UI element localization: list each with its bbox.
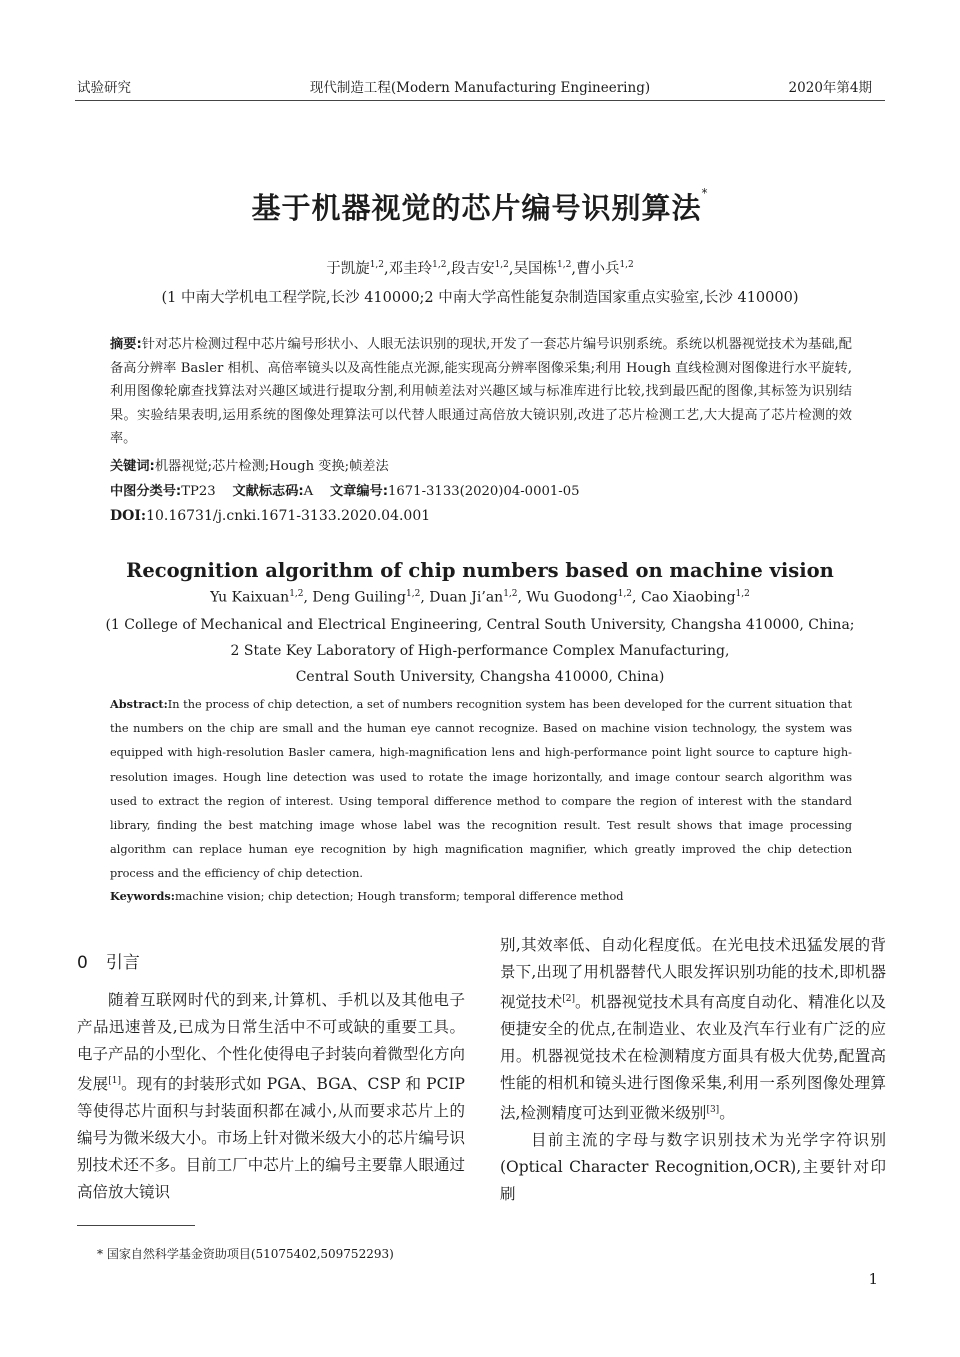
affiliation-en-line: Central South University, Changsha 410000, China)	[295, 669, 665, 685]
paper-title-zh	[0, 186, 960, 227]
author-affil-sup: 1,2	[494, 260, 509, 271]
author-en: Cao Xiaobing	[640, 589, 736, 606]
body-text: 随着互联网时代的到来,计算机、手机以及其他电子产品迅速普及,已成为日常生活中不可或缺的重要工具。电子产品的小型化、个性化使得电子封装向着微型化方向发展	[77, 991, 465, 1094]
author-en: Duan Ji’an	[429, 589, 504, 606]
section-title: 引言	[105, 953, 140, 973]
citation-ref[interactable]: [2]	[562, 994, 575, 1004]
author-zh: 段吉安	[451, 261, 495, 277]
classification-row	[110, 480, 852, 504]
author-affil-sup: 1,2	[503, 589, 518, 599]
running-header-section: 试验研究	[77, 80, 131, 96]
author-zh: 曹小兵	[575, 261, 620, 277]
author-en: Wu Guodong	[526, 589, 618, 606]
doc-code-value: A	[303, 484, 314, 499]
abstract-en-text: In the process of chip detection, a set of numbers recognition system has been developed for the current situation that the numbers on the chip are small and the human eye cannot recognize. Based on machine vision technology, the system was equipped with high-resolution Basler camera, high-magnification lens and high-performance point light source to capture high-resolution images. Hough line detection was used to rotate the image horizontally, and image contour search algorithm was used to extract the region of interest. Using temporal difference method to compare the region of interest with the standard library, finding the best matching image whose label was the recognition result. Test result shows that image processing algorithm can replace human eye recognition by high magnification magnifier, which greatly improved the chip detection process and the efficiency of chip detection.	[110, 698, 852, 881]
body-text: 。现有的封装形式如 PGA、BGA、CSP 和 PCIP 等使得芯片面积与封装面积都在减小,从而要求芯片上的编号为微米级大小。市场上针对微米级大小的芯片编号识别技术还不多。目前工厂中芯片上的编号主要靠人眼通过高倍放大镜识	[77, 1075, 465, 1202]
title-footnote-mark: *	[701, 186, 709, 200]
body-text: 。机器视觉技术具有高度自动化、精准化以及便捷安全的优点,在制造业、农业及汽车行业有广泛的应用。机器视觉技术在检测精度方面具有极大优势,配置高性能的相机和镜头进行图像采集,利用一系列图像处理算法,检测精度可达到亚微米级别	[500, 993, 886, 1123]
body-column-left	[77, 987, 465, 1206]
article-no-value: 1671-3133(2020)04-0001-05	[388, 484, 580, 499]
abstract-zh	[110, 333, 852, 451]
abstract-en-label: Abstract:	[110, 697, 168, 711]
running-header-journal: 现代制造工程(Modern Manufacturing Engineering)	[309, 80, 651, 96]
section-heading	[77, 948, 140, 973]
author-zh: 吴国栋	[513, 261, 558, 277]
running-header-issue: 2020年第4期	[788, 80, 872, 96]
footnote-rule	[77, 1225, 195, 1226]
doi-row	[110, 505, 852, 529]
paper-title-zh-text: 基于机器视觉的芯片编号识别算法	[251, 191, 702, 225]
body-paragraph	[500, 1127, 886, 1208]
keywords-zh-text: 机器视觉;芯片检测;Hough 变换;帧差法	[154, 459, 389, 474]
keywords-en-label: Keywords:	[110, 889, 175, 903]
keywords-en-text: machine vision; chip detection; Hough transform; temporal difference method	[174, 890, 624, 903]
keywords-en	[110, 884, 852, 909]
author-affil-sup: 1,2	[405, 589, 421, 599]
author-affil-sup: 1,2	[557, 260, 572, 271]
body-text: 目前主流的字母与数字识别技术为光学字符识别(Optical Character Recognition,OCR),主要针对印刷	[500, 1131, 886, 1204]
affiliation-en-line: 2 State Key Laboratory of High-performance Complex Manufacturing,	[230, 643, 730, 659]
author-zh: 邓圭玲	[388, 261, 433, 277]
abstract-zh-label: 摘要:	[110, 337, 142, 352]
author-affil-sup: 1,2	[619, 260, 634, 271]
author-zh: 于凯旋	[326, 261, 370, 277]
authors-en: Yu Kaixuan$^{1,2}$, Deng Guiling$^{1,2}$, Duan Ji’an$^{1,2}$, Wu Guodong$^{1,2}$, Cao Xiaobing$^{1,2}$	[210, 589, 750, 606]
authors-zh: 于凯旋$^{1,2}$,邓圭玲$^{1,2}$,段吉安$^{1,2}$,吴国栋$^{1,2}$,曹小兵$^{1,2}$	[326, 260, 634, 277]
clc-label: 中图分类号:	[110, 484, 182, 499]
abstract-en	[110, 692, 852, 887]
body-text: 。	[719, 1104, 735, 1123]
header-rule	[75, 100, 885, 101]
doi-label: DOI:	[110, 508, 147, 524]
citation-ref[interactable]: [1]	[108, 1076, 121, 1086]
keywords-zh-label: 关键词:	[110, 459, 155, 474]
body-paragraph	[500, 932, 886, 1127]
author-affil-sup: 1,2	[369, 260, 385, 271]
author-en: Deng Guiling	[312, 589, 406, 606]
author-affil-sup: 1,2	[617, 589, 633, 599]
section-number: 0	[77, 953, 88, 973]
page-number: 1	[868, 1270, 878, 1288]
article-no-label: 文章编号:	[329, 484, 389, 499]
funding-footnote: * 国家自然科学基金资助项目(51075402,509752293)	[97, 1247, 394, 1261]
author-en: Yu Kaixuan	[210, 589, 290, 606]
citation-ref[interactable]: [3]	[706, 1105, 720, 1116]
author-affil-sup: 1,2	[432, 260, 447, 271]
doi-value: 10.16731/j.cnki.1671-3133.2020.04.001	[146, 508, 431, 524]
author-affil-sup: 1,2	[289, 589, 304, 599]
body-text: 别,其效率低、自动化程度低。在光电技术迅猛发展的背景下,出现了用机器替代人眼发挥识别功能的技术,即机器视觉技术	[500, 936, 886, 1012]
paper-title-en: Recognition algorithm of chip numbers based on machine vision	[126, 559, 834, 582]
body-column-right	[500, 932, 886, 1208]
body-paragraph	[77, 987, 465, 1206]
affiliation-zh: (1 中南大学机电工程学院,长沙 410000;2 中南大学高性能复杂制造国家重点实验室,长沙 410000)	[161, 290, 799, 306]
abstract-zh-text: 针对芯片检测过程中芯片编号形状小、人眼无法识别的现状,开发了一套芯片编号识别系统。系统以机器视觉技术为基础,配备高分辨率 Basler 相机、高倍率镜头以及高性能点光源,能实现高分辨率图像采集;利用 Hough 直线检测对图像进行水平旋转,利用图像轮廓查找算法对兴趣区域进行提取分割,利用帧差法对兴趣区域与标准库进行比较,找到最匹配的图像,其标签为识别结果。实验结果表明,运用系统的图像处理算法可以代替人眼通过高倍放大镜识别,改进了芯片检测工艺,大大提高了芯片检测的效率。	[110, 337, 852, 446]
affiliation-en-line: (1 College of Mechanical and Electrical Engineering, Central South University, Changsha 410000, China;	[105, 617, 855, 633]
keywords-zh	[110, 455, 852, 479]
doc-code-label: 文献标志码:	[232, 484, 304, 499]
author-affil-sup: 1,2	[735, 589, 750, 599]
clc-value: TP23	[181, 484, 216, 499]
